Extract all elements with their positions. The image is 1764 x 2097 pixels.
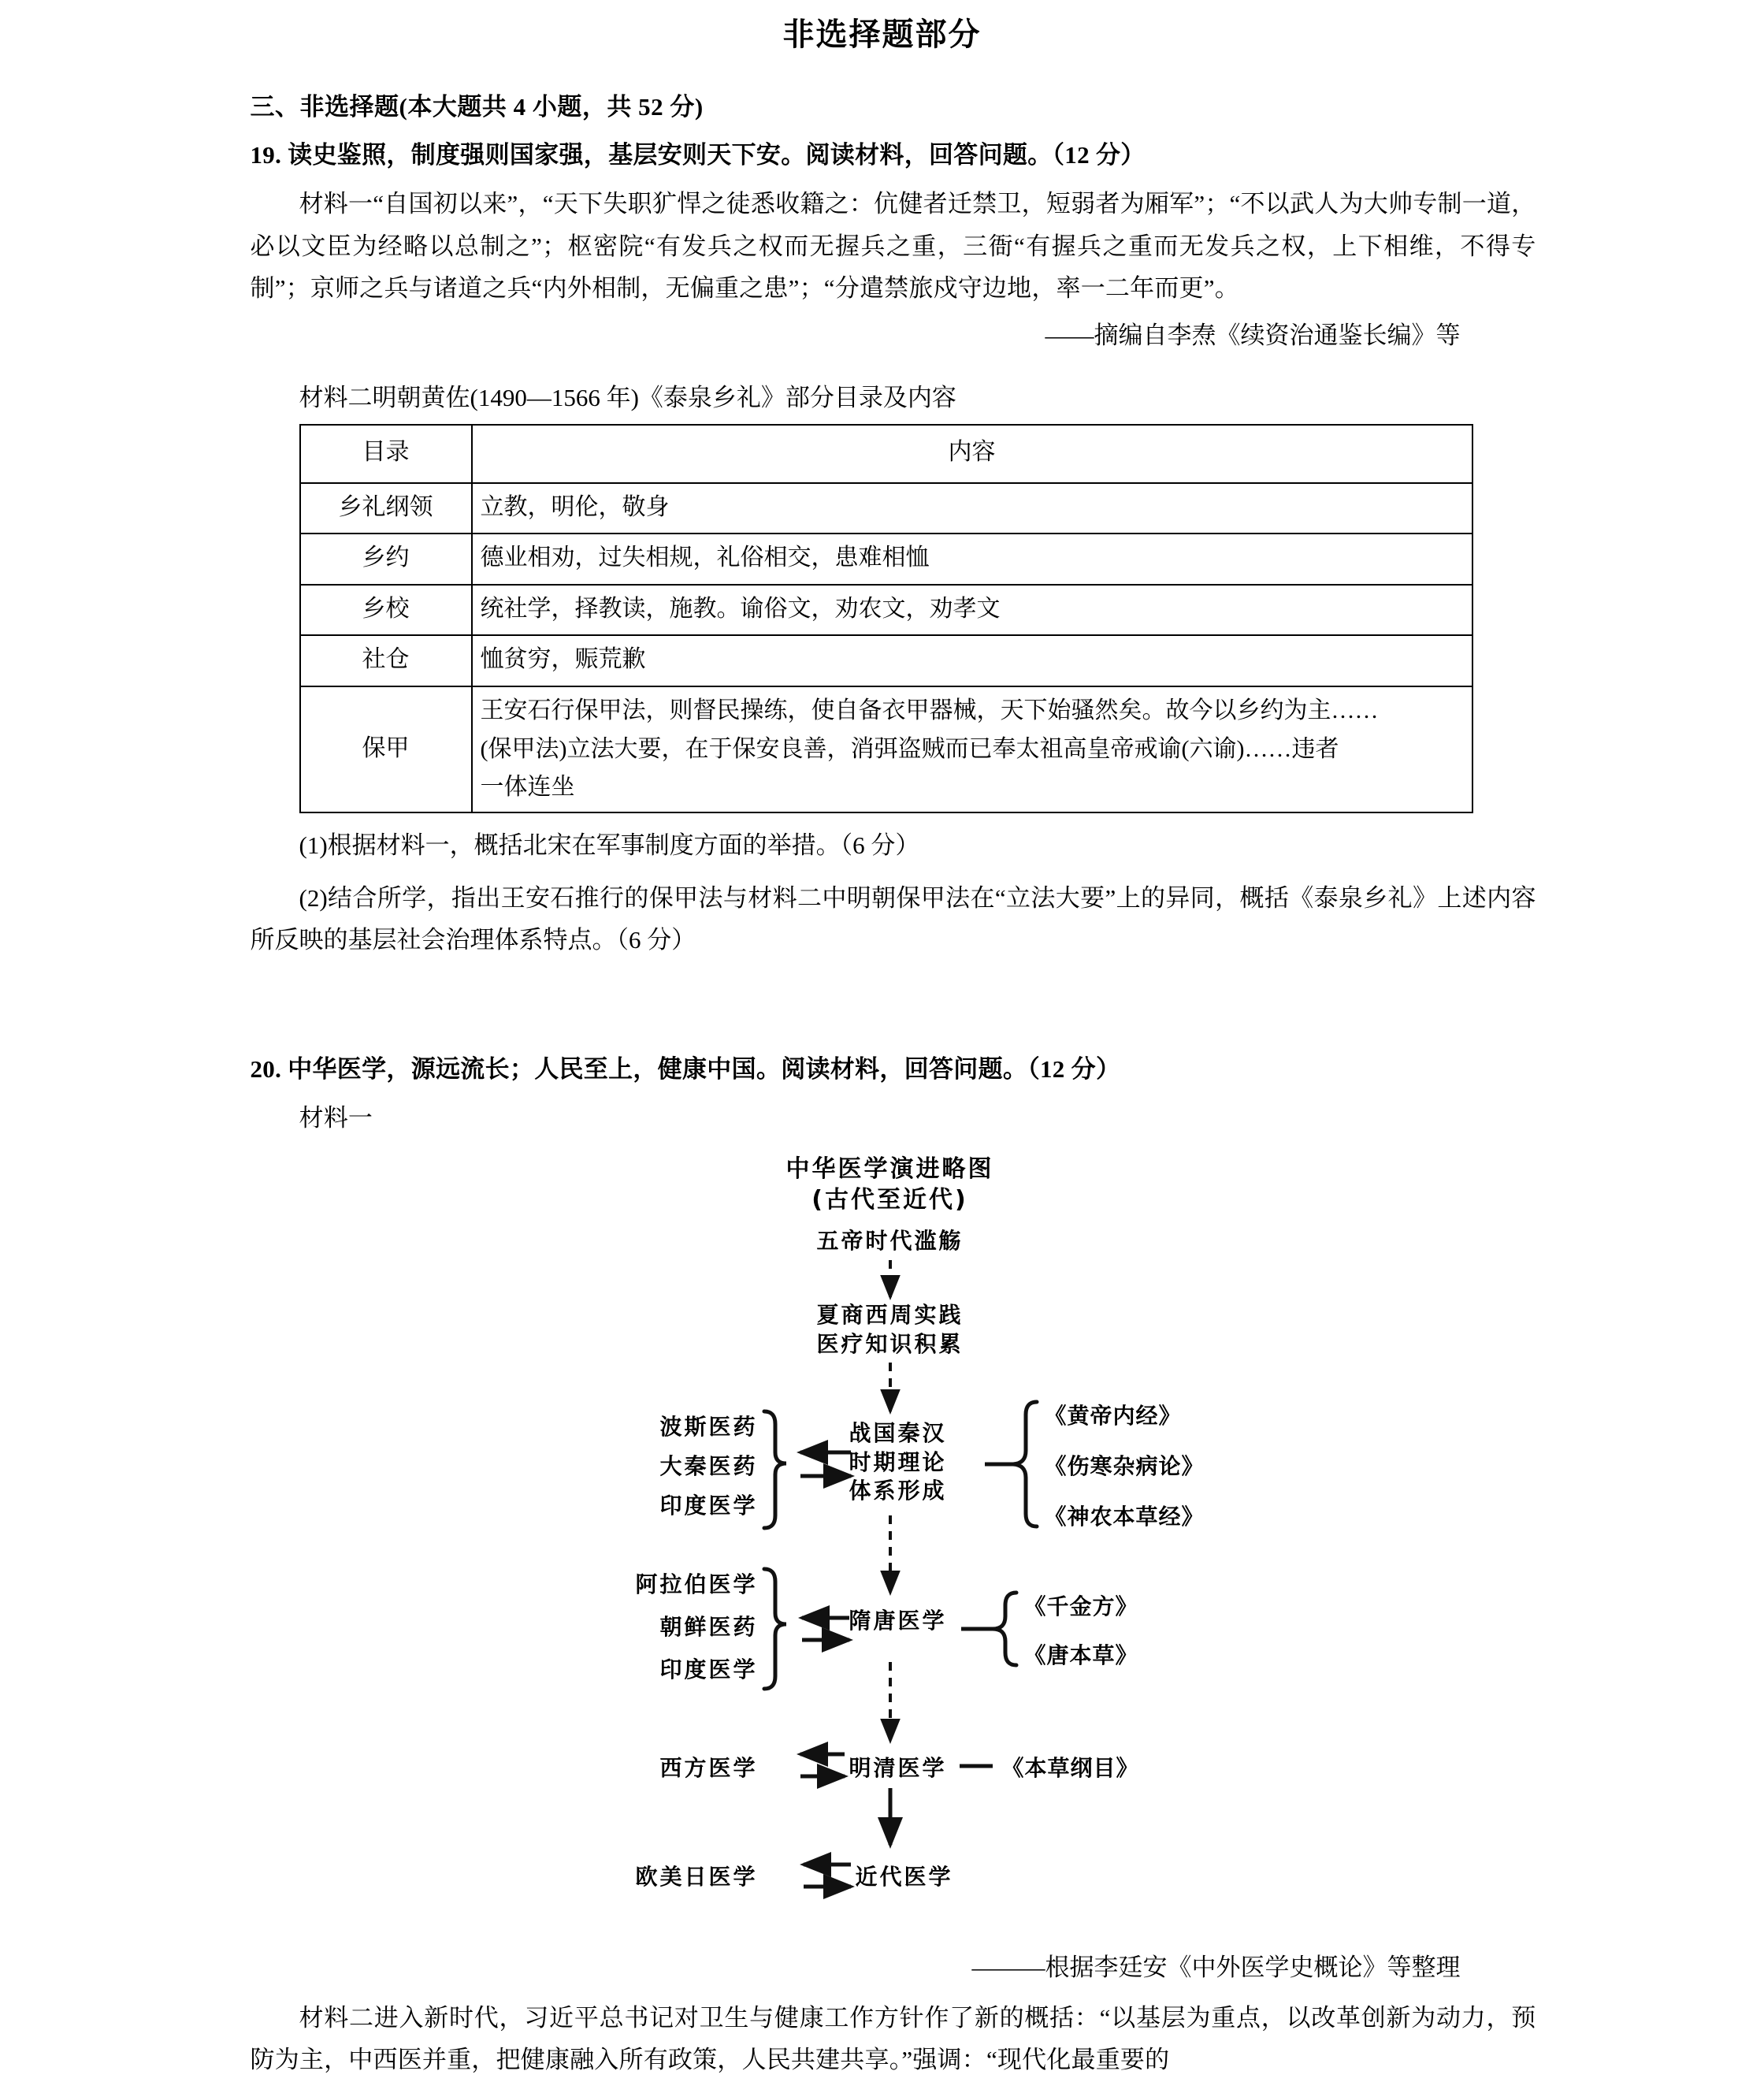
chinese-medicine-evolution-diagram (567, 1151, 1213, 1939)
diagram-title-line-2: (古代至近代) (811, 1185, 968, 1214)
table-cell-content: 德业相劝，过失相规，礼俗相交，患难相恤 (472, 534, 1472, 585)
table-cell-index: 乡校 (300, 585, 472, 636)
diagram-container (228, 1151, 1536, 1947)
material-1-text: “自国初以来”，“天下失职犷悍之徒悉收籍之：伉健者迁禁卫，短弱者为厢军”；“不以武人为大帅专制一道，必以文臣为经略以总制之”；枢密院“有发兵之权而无握兵之重，三衙“有握兵之重而无发兵之权，上下相维，不得专制”；京师之兵与诸道之兵“内外相制，无偏重之患”；“分遣禁旅戍守边地，率一二年而更”。 (250, 190, 1536, 302)
table-cell-index: 保甲 (300, 686, 472, 812)
q20-material-1-label: 材料一 (299, 1103, 373, 1132)
diagram-book-bencaogangmu: 《本草纲目》 (1001, 1755, 1139, 1782)
q19-material-2-label: 材料二明朝黄佐(1490—1566 年)《泰泉乡礼》部分目录及内容 (299, 383, 956, 411)
table-row (300, 483, 1472, 534)
taiquan-xiangli-table (299, 424, 1473, 813)
table-cell-index: 社仓 (300, 635, 472, 686)
diagram-book-shanghanzabinglun: 《伤寒杂病论》 (1044, 1453, 1205, 1480)
table-header-index: 目录 (300, 425, 472, 483)
diagram-left-daqin: 大秦医药 (659, 1453, 758, 1480)
table-row (300, 686, 1472, 812)
material-1-label: 材料一 (299, 190, 373, 218)
diagram-book-tangbencao: 《唐本草》 (1023, 1642, 1138, 1669)
table-cell-content: 立教，明伦，敬身 (472, 483, 1472, 534)
table-header-content: 内容 (472, 425, 1472, 483)
diagram-left-oumeiri: 欧美日医学 (635, 1864, 758, 1891)
diagram-left-yindu-2: 印度医学 (659, 1656, 758, 1683)
spacer (228, 961, 1536, 1040)
question-19-stem: 19. 读史鉴照，制度强则国家强，基层安则天下安。阅读材料，回答问题。（12 分） (250, 141, 1146, 169)
table-cell-line: (保甲法)立法大要，在于保安良善，消弭盗贼而已奉太祖高皇帝戒谕(六谕)……违者 (480, 735, 1339, 762)
page-title: 非选择题部分 (782, 17, 982, 52)
q19-material-1 (251, 183, 1536, 309)
diagram-node-line: 战国秦汉 (849, 1420, 947, 1447)
diagram-node-jindai: 近代医学 (855, 1864, 953, 1891)
table-cell-index: 乡约 (300, 534, 472, 585)
table-header-row (300, 425, 1472, 483)
table-cell-line: 王安石行保甲法，则督民操练，使自备衣甲器械，天下始骚然矣。故今以乡约为主…… (480, 697, 1379, 723)
diagram-node-xiashangxizhou (764, 1301, 1016, 1359)
diagram-node-wudi: 五帝时代滥觞 (816, 1228, 964, 1255)
table-cell-index: 乡礼纲领 (300, 483, 472, 534)
section-heading: 三、非选择题(本大题共 4 小题，共 52 分) (250, 93, 704, 121)
diagram-title-line-1: 中华医学演进略图 (785, 1155, 994, 1184)
diagram-book-huangdineijing: 《黄帝内经》 (1044, 1403, 1182, 1430)
diagram-title (567, 1154, 1213, 1215)
table-cell-content: 恤贫穷，赈荒歉 (472, 635, 1472, 686)
diagram-left-bosi: 波斯医药 (659, 1414, 758, 1441)
q19-material-1-source: ——摘编自李焘《续资治通鉴长编》等 (1045, 322, 1461, 350)
diagram-left-yindu-1: 印度医学 (659, 1493, 758, 1519)
diagram-node-line: 体系形成 (849, 1477, 947, 1504)
diagram-book-shennongbencaojing: 《神农本草经》 (1044, 1504, 1205, 1530)
diagram-left-alabo: 阿拉伯医学 (635, 1571, 758, 1598)
table-row (300, 585, 1472, 636)
diagram-node-suitang: 隋唐医学 (849, 1608, 947, 1634)
table-cell-content (472, 686, 1472, 812)
diagram-node-zhanguoqinhan (827, 1419, 969, 1505)
question-20-stem: 20. 中华医学，源远流长；人民至上，健康中国。阅读材料，回答问题。（12 分） (250, 1054, 1121, 1083)
table-cell-content: 统社学，择教读，施教。谕俗文，劝农文，劝孝文 (472, 585, 1472, 636)
q20-material-1-source: ———根据李廷安《中外医学史概论》等整理 (971, 1954, 1461, 1982)
diagram-connectors (567, 1151, 1213, 1939)
table-row (300, 635, 1472, 686)
diagram-left-chaoxian: 朝鲜医药 (659, 1614, 758, 1641)
q20-material-2: 材料二进入新时代，习近平总书记对卫生与健康工作方针作了新的概括：“以基层为重点，以改革创新为动力，预防为主，中西医并重，把健康融入所有政策，人民共建共享。”强调：“现代化最重要的 (250, 2003, 1536, 2074)
diagram-node-line: 夏商西周实践 (816, 1302, 964, 1329)
page-content (228, 0, 1536, 2081)
diagram-left-xifang: 西方医学 (659, 1755, 758, 1782)
table-cell-line: 一体连坐 (480, 774, 575, 801)
diagram-node-mingqing: 明清医学 (849, 1755, 947, 1782)
q19-sub-question-1: (1)根据材料一，概括北宋在军事制度方面的举措。（6 分） (299, 831, 920, 859)
diagram-book-qianjinfang: 《千金方》 (1023, 1593, 1138, 1620)
diagram-node-line: 医疗知识积累 (816, 1330, 964, 1357)
table-row (300, 534, 1472, 585)
q19-sub-question-2: (2)结合所学，指出王安石推行的保甲法与材料二中明朝保甲法在“立法大要”上的异同，概括《泰泉乡礼》上述内容所反映的基层社会治理体系特点。（6 分） (250, 884, 1536, 954)
diagram-node-line: 时期理论 (849, 1448, 947, 1475)
